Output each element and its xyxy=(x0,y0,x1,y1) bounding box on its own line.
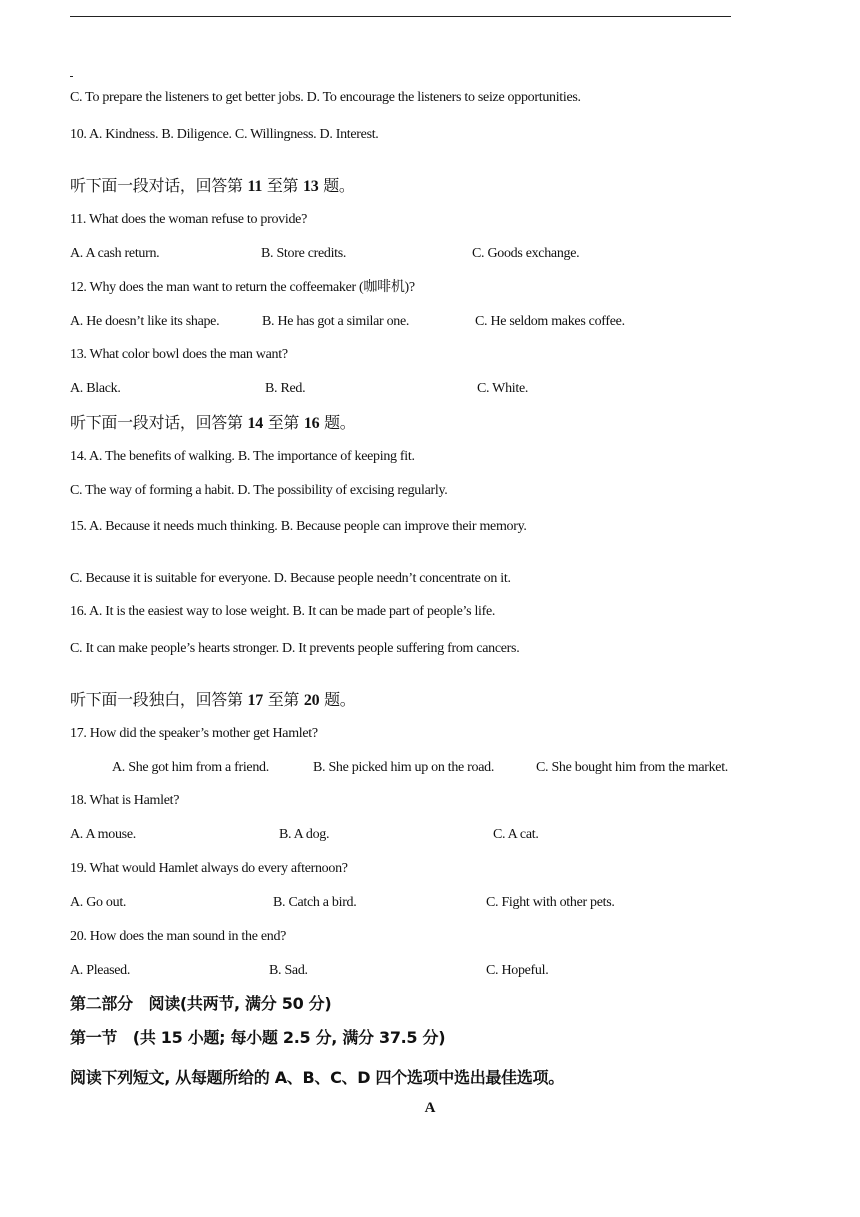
q19-option-c: C. Fight with other pets. xyxy=(486,895,615,910)
q18-option-c: C. A cat. xyxy=(493,827,539,842)
q17-option-b: B. She picked him up on the road. xyxy=(313,760,495,775)
q15-options-cd: C. Because it is suitable for everyone. D. Because people needn’t concentrate on it. xyxy=(70,571,511,586)
section-heading-17-20: 听下面一段独白，回答第 17 至第 20 题。 xyxy=(70,690,356,709)
q19-question: 19. What would Hamlet always do every afternoon? xyxy=(70,861,348,876)
q15-options-ab: 15. A. Because it needs much thinking. B. Because people can improve their memory. xyxy=(70,519,527,534)
q16-options-cd: C. It can make people’s hearts stronger. D. It prevents people suffering from cancers. xyxy=(70,641,520,656)
q11-question: 11. What does the woman refuse to provide? xyxy=(70,212,307,227)
q12-question: 12. Why does the man want to return the coffeemaker (咖啡机)? xyxy=(70,280,415,295)
q20-option-a: A. Pleased. xyxy=(70,963,131,978)
part2-heading: 第二部分 阅读(共两节, 满分 50 分) xyxy=(70,994,332,1013)
q17-option-c: C. She bought him from the market. xyxy=(536,760,728,775)
q19-option-a: A. Go out. xyxy=(70,895,127,910)
q18-option-a: A. A mouse. xyxy=(70,827,136,842)
header-rule xyxy=(70,16,731,17)
q13-option-c: C. White. xyxy=(477,381,529,396)
q18-question: 18. What is Hamlet? xyxy=(70,793,180,808)
passage-label: A xyxy=(424,1100,436,1116)
section1-heading: 第一节 (共 15 小题; 每小题 2.5 分, 满分 37.5 分) xyxy=(70,1028,446,1047)
margin-mark xyxy=(70,76,73,77)
q9-options-cd: C. To prepare the listeners to get better jobs. D. To encourage the listeners to seize opportunities. xyxy=(70,90,581,105)
q12-option-b: B. He has got a similar one. xyxy=(262,314,410,329)
q16-options-ab: 16. A. It is the easiest way to lose weight. B. It can be made part of people’s life. xyxy=(70,604,496,619)
q11-option-c: C. Goods exchange. xyxy=(472,246,580,261)
reading-instruction: 阅读下列短文, 从每题所给的 A、B、C、D 四个选项中选出最佳选项。 xyxy=(70,1068,564,1087)
section-heading-11-13: 听下面一段对话，回答第 11 至第 13 题。 xyxy=(70,176,355,195)
q12-option-a: A. He doesn’t like its shape. xyxy=(70,314,220,329)
q17-question: 17. How did the speaker’s mother get Hamlet? xyxy=(70,726,318,741)
q17-option-a: A. She got him from a friend. xyxy=(112,760,269,775)
section-heading-14-16: 听下面一段对话，回答第 14 至第 16 题。 xyxy=(70,413,356,432)
q19-option-b: B. Catch a bird. xyxy=(273,895,357,910)
q14-options-cd: C. The way of forming a habit. D. The possibility of excising regularly. xyxy=(70,483,448,498)
q20-option-b: B. Sad. xyxy=(269,963,308,978)
q13-option-a: A. Black. xyxy=(70,381,121,396)
q13-option-b: B. Red. xyxy=(265,381,306,396)
q10-options: 10. A. Kindness. B. Diligence. C. Willingness. D. Interest. xyxy=(70,127,379,142)
q12-option-c: C. He seldom makes coffee. xyxy=(475,314,625,329)
q20-option-c: C. Hopeful. xyxy=(486,963,549,978)
q11-option-b: B. Store credits. xyxy=(261,246,347,261)
q11-option-a: A. A cash return. xyxy=(70,246,160,261)
q20-question: 20. How does the man sound in the end? xyxy=(70,929,287,944)
q13-question: 13. What color bowl does the man want? xyxy=(70,347,288,362)
q18-option-b: B. A dog. xyxy=(279,827,330,842)
q14-options-ab: 14. A. The benefits of walking. B. The importance of keeping fit. xyxy=(70,449,415,464)
